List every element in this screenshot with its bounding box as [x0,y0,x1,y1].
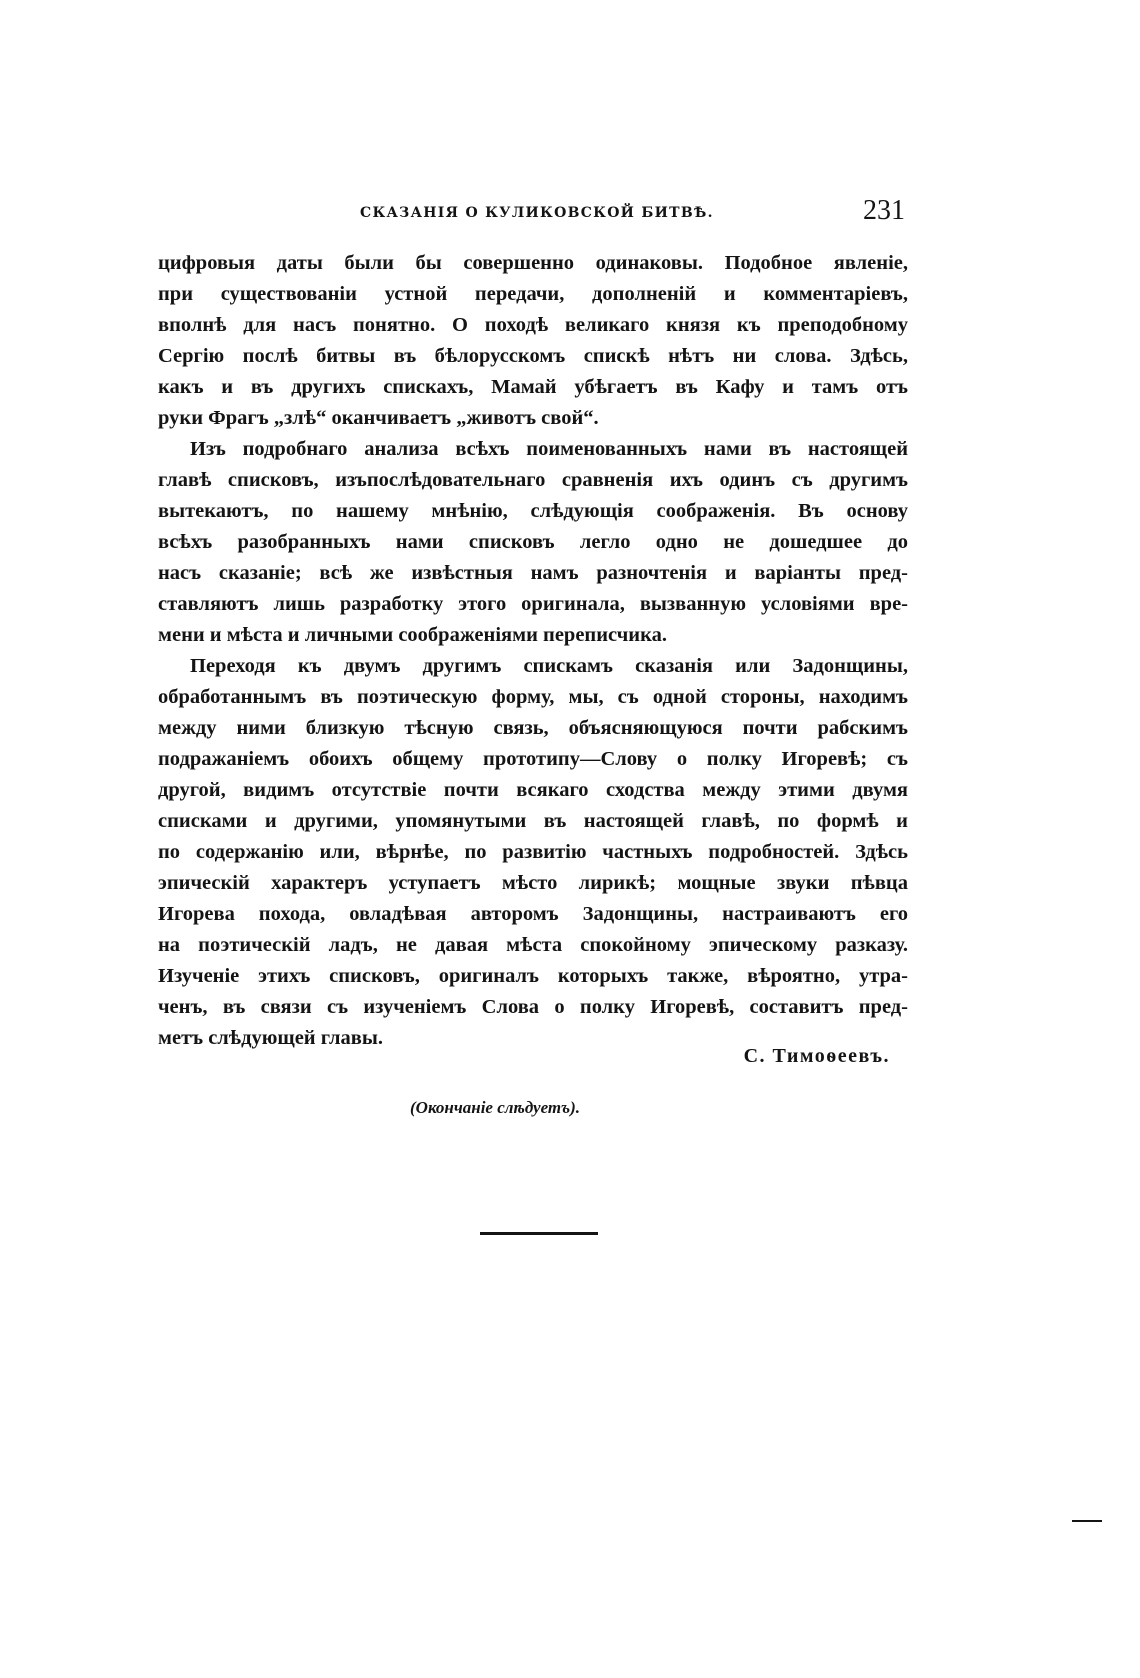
text-line: подражаніемъ обоихъ общему прототипу—Слову о полку Игоревѣ; съ [158,748,908,770]
text-line: вытекаютъ, по нашему мнѣнію, слѣдующія соображенія. Въ основу [158,500,908,522]
author-signature: С. Тимоѳеевъ. [743,1045,890,1067]
paragraph-1 [158,248,908,434]
continuation-note: (Окончаніе слѣдуетъ). [410,1098,580,1117]
text-line: мени и мѣста и личными соображеніями переписчика. [158,624,667,646]
text-line: главѣ списковъ, изъпослѣдовательнаго сравненія ихъ одинъ съ другимъ [158,469,908,491]
text-line: другой, видимъ отсутствіе почти всякаго сходства между этими двумя [158,779,908,801]
text-line: руки Фрагъ „злѣ“ оканчиваетъ „животъ свой“. [158,407,599,429]
text-line: ченъ, въ связи съ изученіемъ Слова о полку Игоревѣ, составитъ пред- [158,996,908,1018]
text-line: списками и другими, упомянутыми въ настоящей главѣ, по формѣ и [158,810,908,832]
text-line: ставляютъ лишь разработку этого оригинала, вызванную условіями вре- [158,593,908,615]
text-line: Изъ подробнаго анализа всѣхъ поименованныхъ нами въ настоящей [190,438,908,460]
text-line: Сергію послѣ битвы въ бѣлорусскомъ спискѣ нѣтъ ни слова. Здѣсь, [158,345,908,367]
margin-dash-mark [1072,1520,1102,1522]
text-line: какъ и въ другихъ спискахъ, Мамай убѣгаетъ въ Кафу и тамъ отъ [158,376,908,398]
text-line: Переходя къ двумъ другимъ спискамъ сказанія или Задонщины, [190,655,908,677]
text-line: цифровыя даты были бы совершенно одинаковы. Подобное явленіе, [158,252,908,274]
text-line: всѣхъ разобранныхъ нами списковъ легло одно не дошедшее до [158,531,908,553]
end-rule-divider [480,1232,598,1235]
text-line: при существованіи устной передачи, дополненій и комментаріевъ, [158,283,908,305]
text-line: Изученіе этихъ списковъ, оригиналъ которыхъ также, вѣроятно, утра- [158,965,908,987]
paragraph-3 [158,651,908,1054]
text-line: Игорева похода, овладѣвая авторомъ Задонщины, настраиваютъ его [158,903,908,925]
text-line: насъ сказаніе; всѣ же извѣстныя намъ разночтенія и варіанты пред- [158,562,908,584]
text-line: эпическій характеръ уступаетъ мѣсто лирикѣ; мощные звуки пѣвца [158,872,908,894]
running-title: СКАЗАНІЯ О КУЛИКОВСКОЙ БИТВѢ. [360,205,714,221]
text-line: вполнѣ для насъ понятно. О походѣ великаго князя къ преподобному [158,314,908,336]
page-number: 231 [863,195,905,226]
text-line: на поэтическій ладъ, не давая мѣста спокойному эпическому разказу. [158,934,908,956]
text-line: обработаннымъ въ поэтическую форму, мы, съ одной стороны, находимъ [158,686,908,708]
text-line: по содержанію или, вѣрнѣе, по развитію частныхъ подробностей. Здѣсь [158,841,908,863]
text-line: метъ слѣдующей главы. [158,1027,383,1049]
paragraph-2 [158,434,908,651]
running-head [160,195,905,231]
text-body [158,248,908,1054]
text-line: между ними близкую тѣсную связь, объясняющуюся почти рабскимъ [158,717,908,739]
